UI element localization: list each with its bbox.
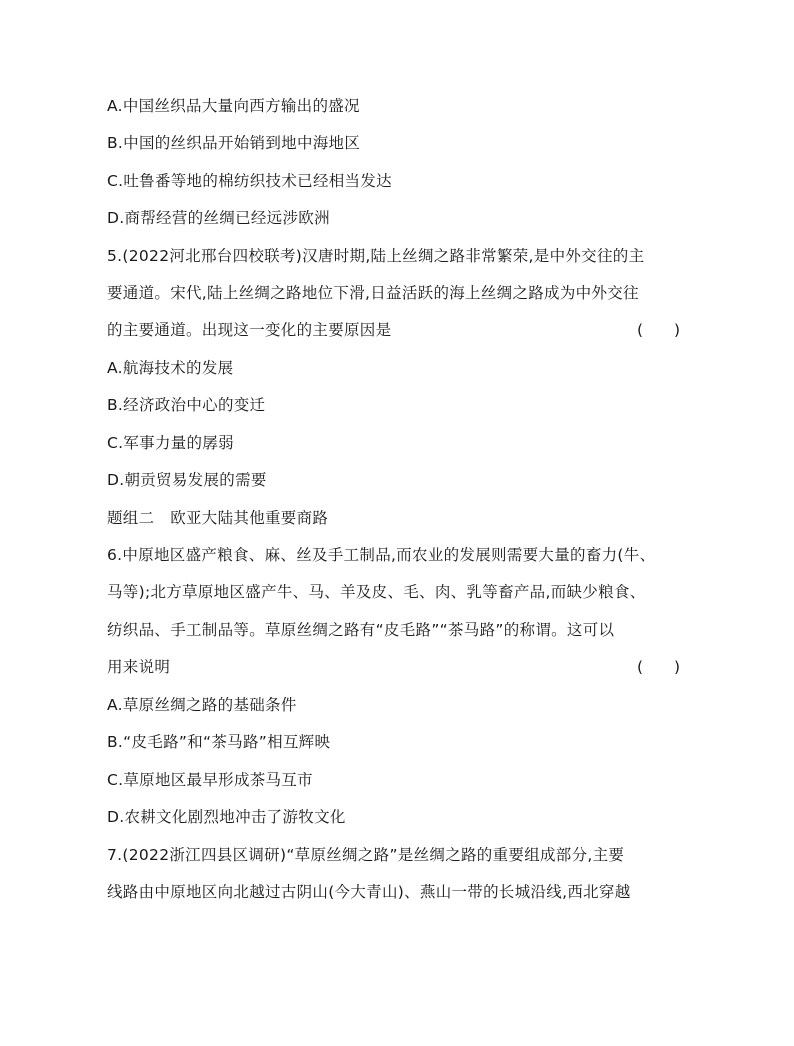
q5-stem-line-3: 的主要通道。出现这一变化的主要原因是 <box>107 321 392 339</box>
q4-option-b: B.中国的丝织品开始销到地中海地区 <box>107 134 361 152</box>
q5-option-d: D.朝贡贸易发展的需要 <box>107 471 267 489</box>
q6-stem-line-1: 6.中原地区盛产粮食、麻、丝及手工制品,而农业的发展则需要大量的畜力(牛、 <box>107 546 656 564</box>
q4-option-c: C.吐鲁番等地的棉纺织技术已经相当发达 <box>107 172 392 190</box>
group2-heading: 题组二 欧亚大陆其他重要商路 <box>107 509 329 527</box>
q4-option-d: D.商帮经营的丝绸已经远涉欧洲 <box>107 209 330 227</box>
q5-option-b: B.经济政治中心的变迁 <box>107 396 266 414</box>
q6-answer-blank: ( ) <box>637 658 681 676</box>
q6-option-a: A.草原丝绸之路的基础条件 <box>107 696 297 714</box>
q5-option-a: A.航海技术的发展 <box>107 359 234 377</box>
q6-stem-line-2: 马等);北方草原地区盛产牛、马、羊及皮、毛、肉、乳等畜产品,而缺少粮食、 <box>107 583 646 601</box>
q4-option-a: A.中国丝织品大量向西方输出的盛况 <box>107 97 360 115</box>
q6-stem-line-3: 纺织品、手工制品等。草原丝绸之路有“皮毛路”“茶马路”的称谓。这可以 <box>107 621 615 639</box>
q5-stem-line-2: 要通道。宋代,陆上丝绸之路地位下滑,日益活跃的海上丝绸之路成为中外交往 <box>107 284 639 302</box>
q5-option-c: C.军事力量的孱弱 <box>107 434 234 452</box>
q5-stem-line-1: 5.(2022河北邢台四校联考)汉唐时期,陆上丝绸之路非常繁荣,是中外交往的主 <box>107 247 645 265</box>
q6-option-d: D.农耕文化剧烈地冲击了游牧文化 <box>107 808 346 826</box>
q6-option-b: B.“皮毛路”和“茶马路”相互辉映 <box>107 733 331 751</box>
q6-option-c: C.草原地区最早形成茶马互市 <box>107 771 313 789</box>
q7-stem-line-1: 7.(2022浙江四县区调研)“草原丝绸之路”是丝绸之路的重要组成部分,主要 <box>107 846 625 864</box>
q7-stem-line-2: 线路由中原地区向北越过古阴山(今大青山)、燕山一带的长城沿线,西北穿越 <box>107 883 631 901</box>
q6-stem-line-4: 用来说明 <box>107 658 171 676</box>
q5-answer-blank: ( ) <box>637 321 681 339</box>
